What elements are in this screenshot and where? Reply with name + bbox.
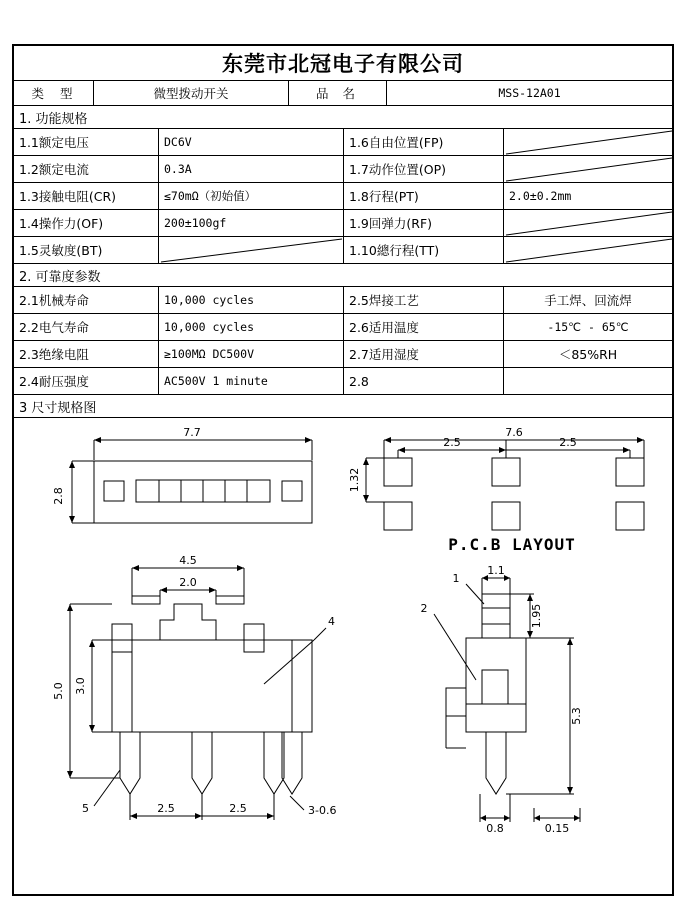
- table-row: [14, 314, 672, 341]
- dim-pcb-width: 7.6: [505, 426, 523, 439]
- spec-value: [159, 237, 344, 263]
- spec-label: 1.5灵敏度(BT): [14, 237, 159, 263]
- dim-side-pin-width: 0.8: [486, 822, 504, 835]
- spec-value: 0.3A: [159, 156, 344, 182]
- spec-value: -15℃ - 65℃: [547, 320, 629, 334]
- spec-value: [504, 210, 672, 236]
- company-title: 东莞市北冠电子有限公司: [222, 52, 464, 76]
- spec-value: [504, 368, 672, 394]
- spec-label: 1.9回弹力(RF): [344, 210, 504, 236]
- dim-total-height: 5.0: [52, 682, 65, 700]
- section2-heading-row: [14, 264, 672, 287]
- dim-pcb-height: 1.32: [348, 467, 361, 493]
- spec-value: 200±100gf: [159, 210, 344, 236]
- table-row: [14, 368, 672, 395]
- spec-label: 1.7动作位置(OP): [344, 156, 504, 182]
- spec-label: 2.1机械寿命: [14, 287, 159, 313]
- section3-heading: 3 尺寸规格图: [19, 400, 97, 416]
- spec-label: 1.6自由位置(FP): [344, 129, 504, 155]
- company-title-row: [14, 46, 672, 81]
- section3-heading-row: [14, 395, 672, 418]
- type-value: 微型拨动开关: [94, 81, 289, 105]
- spec-label: 1.1额定电压: [14, 129, 159, 155]
- callout-2: 2: [420, 602, 428, 615]
- spec-label: 2.6适用温度: [344, 314, 504, 340]
- table-row: [14, 287, 672, 314]
- dim-pin-pitch-2: 2.5: [229, 802, 247, 815]
- spec-value: 手工焊、回流焊: [544, 293, 632, 308]
- spec-value: ＜85%RH: [558, 347, 618, 362]
- dim-pin-pitch-1: 2.5: [157, 802, 175, 815]
- spec-value: [504, 156, 672, 182]
- spec-value: 10,000 cycles: [159, 287, 344, 313]
- pcb-layout-caption: P.C.B LAYOUT: [448, 535, 576, 554]
- spec-label: 2.4耐压强度: [14, 368, 159, 394]
- callout-4: 4: [328, 615, 335, 628]
- dim-side-knob-height: 1.95: [530, 603, 543, 629]
- spec-value: DC6V: [159, 129, 344, 155]
- dim-knob-inner: 2.0: [179, 576, 197, 589]
- spec-value: [504, 129, 672, 155]
- spec-label: 1.3接触电阻(CR): [14, 183, 159, 209]
- table-row: [14, 210, 672, 237]
- section1-heading: 1. 功能规格: [19, 111, 88, 127]
- table-row: [14, 183, 672, 210]
- drawing-svg: [14, 418, 672, 881]
- dim-body-height: 3.0: [74, 677, 87, 695]
- spec-value: ≤70mΩ（初始值）: [159, 183, 344, 209]
- spec-label: 1.4操作力(OF): [14, 210, 159, 236]
- spec-label: 2.5焊接工艺: [344, 287, 504, 313]
- spec-label: 2.2电气寿命: [14, 314, 159, 340]
- datasheet-sheet: [12, 44, 674, 896]
- type-label: 类 型: [14, 81, 94, 105]
- part-name-value: MSS-12A01: [498, 86, 561, 100]
- spec-value: ≥100MΩ DC500V: [159, 341, 344, 367]
- spec-value: 2.0±0.2mm: [509, 189, 572, 203]
- spec-label: 1.10總行程(TT): [344, 237, 504, 263]
- table-row: [14, 156, 672, 183]
- spec-value: [504, 237, 672, 263]
- callout-1: 1: [452, 572, 460, 585]
- dim-pin-note: 3-0.6: [308, 804, 337, 817]
- dim-top-width: 7.7: [183, 426, 201, 439]
- type-name-row: [14, 81, 672, 106]
- section2-heading: 2. 可靠度参数: [19, 269, 101, 285]
- dim-side-total-height: 5.3: [570, 707, 583, 725]
- dim-knob-width: 4.5: [179, 554, 197, 567]
- spec-label: 2.7适用湿度: [344, 341, 504, 367]
- part-name-label: 品 名: [289, 81, 387, 105]
- dim-side-pin-thickness: 0.15: [544, 822, 570, 835]
- spec-value: 10,000 cycles: [159, 314, 344, 340]
- table-row: [14, 341, 672, 368]
- spec-label: 1.8行程(PT): [344, 183, 504, 209]
- dim-pcb-pitch-2: 2.5: [559, 436, 577, 449]
- dim-top-height: 2.8: [52, 487, 65, 505]
- callout-5: 5: [82, 802, 89, 815]
- spec-label: 1.2额定电流: [14, 156, 159, 182]
- dimension-drawings: [14, 418, 672, 881]
- spec-value: AC500V 1 minute: [159, 368, 344, 394]
- spec-label: 2.8: [344, 368, 504, 394]
- table-row: [14, 237, 672, 264]
- section1-heading-row: [14, 106, 672, 129]
- dim-side-knob-width: 1.1: [487, 564, 505, 577]
- spec-label: 2.3绝缘电阻: [14, 341, 159, 367]
- dim-pcb-pitch-1: 2.5: [443, 436, 461, 449]
- table-row: [14, 129, 672, 156]
